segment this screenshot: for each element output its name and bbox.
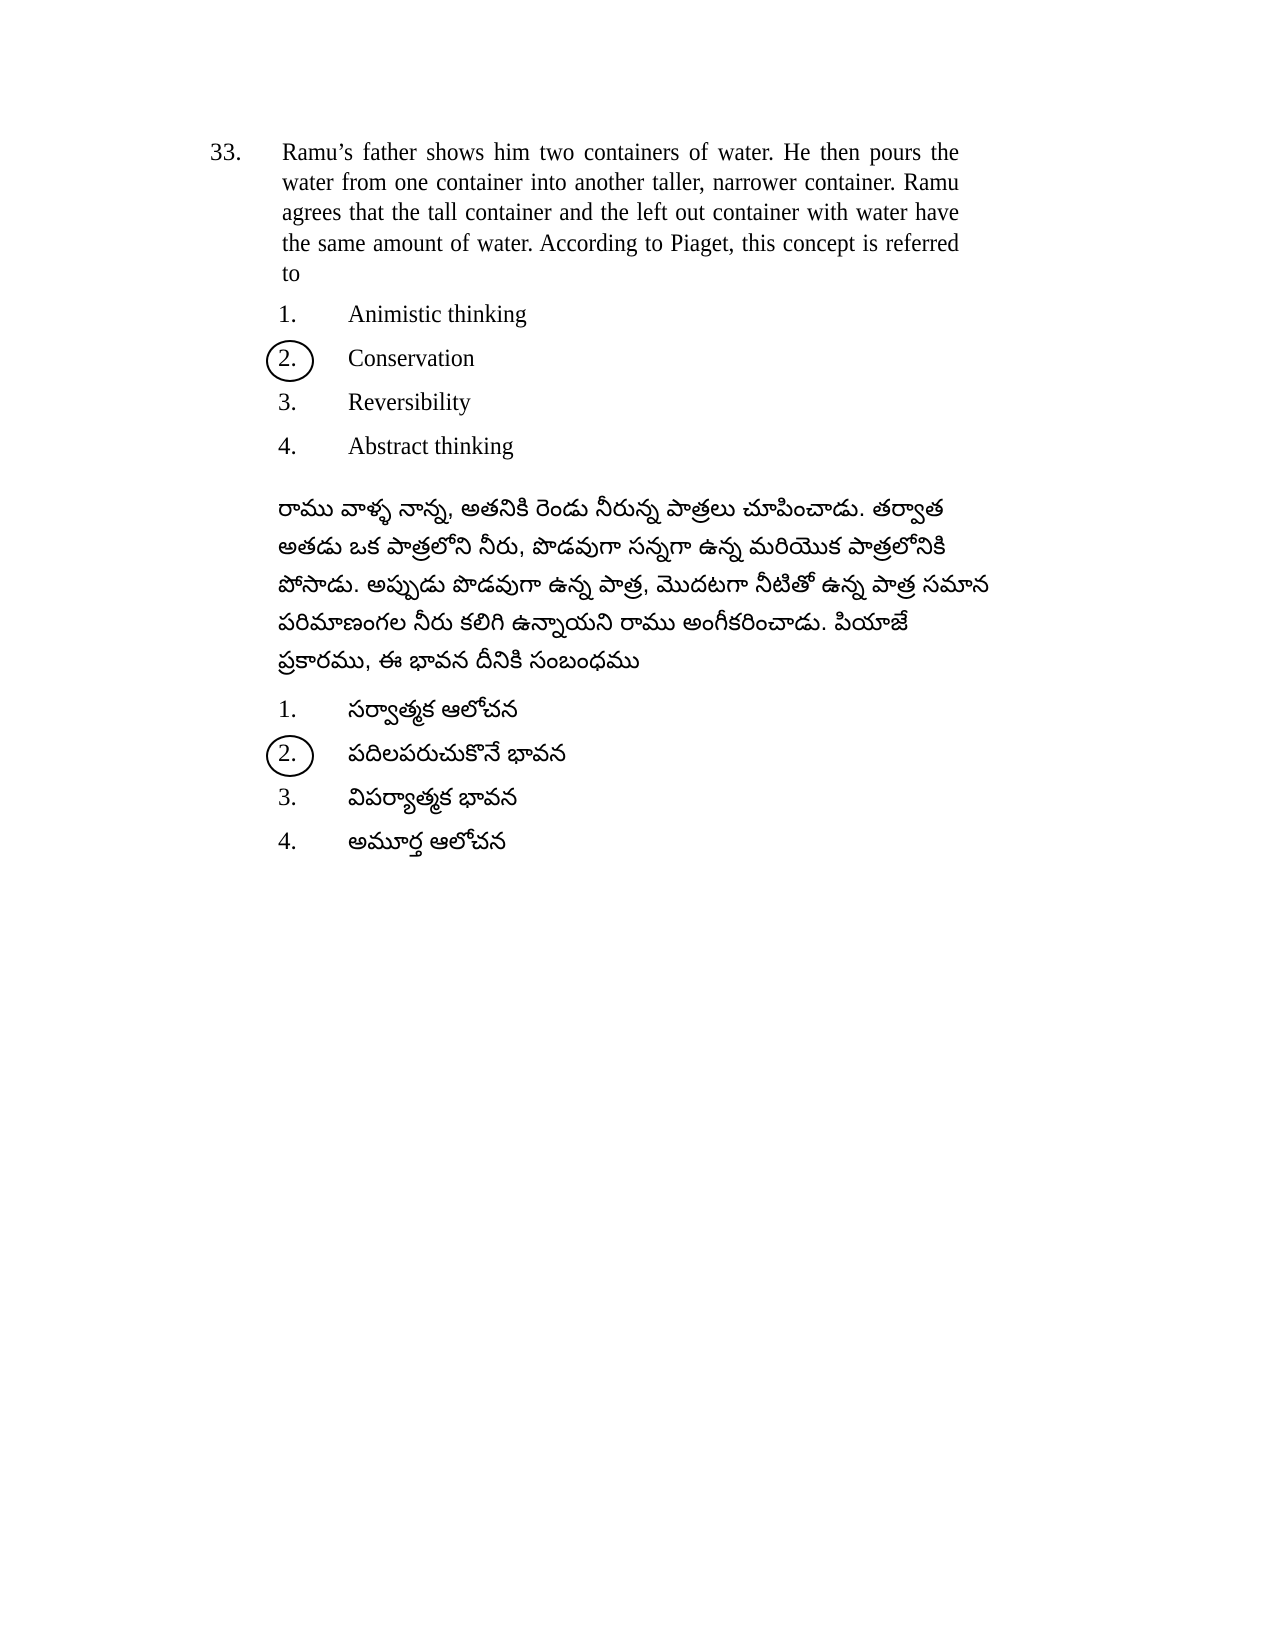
option-label: సర్వాత్మక ఆలోచన (348, 696, 518, 723)
option-number: 2. (278, 345, 297, 372)
telugu-option-2[interactable] (278, 739, 978, 783)
telugu-option-4[interactable] (278, 827, 978, 871)
telugu-line: అతడు ఒక పాత్రలోని నీరు, పొడవుగా సన్నగా ఉన్న మరియొక పాత్రలోనికి (278, 533, 946, 560)
english-options-list (278, 300, 978, 476)
telugu-line: పోసాడు. అప్పుడు పొడవుగా ఉన్న పాత్ర, మొదటగా నీటితో ఉన్న పాత్ర సమాన (278, 571, 990, 598)
telugu-option-1[interactable] (278, 695, 978, 739)
option-number: 4. (278, 433, 297, 460)
english-option-1[interactable] (278, 300, 978, 344)
telugu-options-list (278, 695, 978, 871)
option-number: 3. (278, 784, 297, 811)
telugu-line: ప్రకారము, ఈ భావన దీనికి సంబంధము (278, 647, 641, 674)
option-label: అమూర్త ఆలోచన (348, 828, 507, 855)
telugu-line: రాము వాళ్ళ నాన్న, అతనికి రెండు నీరున్న పాత్రలు చూపించాడు. తర్వాత (278, 495, 944, 522)
option-number: 2. (278, 740, 297, 767)
question-row (210, 138, 1010, 289)
option-number: 4. (278, 828, 297, 855)
telugu-line: పరిమాణంగల నీరు కలిగి ఉన్నాయని రాము అంగీకరించాడు. పియాజే (278, 609, 909, 636)
option-number: 1. (278, 301, 297, 328)
option-number: 1. (278, 696, 297, 723)
question-text-telugu (278, 490, 990, 680)
option-label: Conservation (348, 345, 475, 372)
option-number: 3. (278, 389, 297, 416)
english-option-3[interactable] (278, 388, 978, 432)
english-option-2[interactable] (278, 344, 978, 388)
telugu-option-3[interactable] (278, 783, 978, 827)
option-label: Reversibility (348, 389, 471, 416)
question-block (210, 138, 1010, 289)
option-label: Animistic thinking (348, 301, 527, 328)
english-option-4[interactable] (278, 432, 978, 476)
option-label: Abstract thinking (348, 433, 514, 460)
option-label: విపర్యాత్మక భావన (348, 784, 518, 811)
question-number: 33. (210, 139, 242, 166)
option-label: పదిలపరుచుకొనే భావన (348, 740, 567, 767)
question-text-english: Ramu’s father shows him two containers of water. He then pours the water from one container into another taller, narrower container. Ramu agrees that the tall container and the left out container with water have the same amount of water. According to Piaget, this concept is referred to (282, 139, 960, 287)
